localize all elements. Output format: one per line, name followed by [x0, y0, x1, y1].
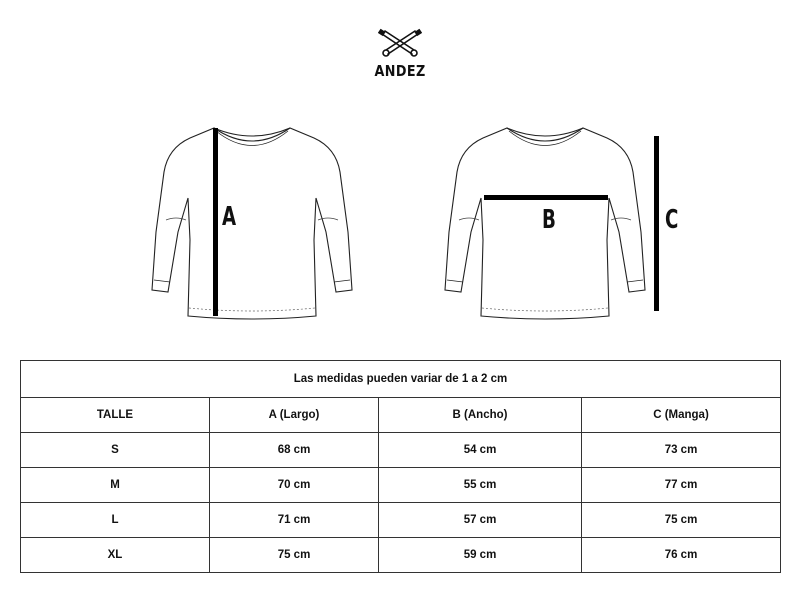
brand-logo: [370, 28, 430, 84]
brand-name: ANDEZ: [374, 62, 426, 80]
header-largo: A (Largo): [210, 398, 379, 433]
measure-bar-c: [654, 136, 659, 311]
cell-size: L: [21, 503, 210, 538]
table-row: [21, 503, 781, 538]
measurement-diagram: [0, 110, 800, 330]
cell-manga: 73 cm: [582, 433, 781, 468]
table-row: [21, 433, 781, 468]
shirt-drawings: [0, 110, 800, 330]
measure-label-b: B: [542, 205, 556, 235]
cell-largo: 75 cm: [210, 538, 379, 573]
header-ancho: B (Ancho): [379, 398, 582, 433]
measure-label-a: A: [222, 202, 237, 232]
measure-label-c: C: [665, 205, 679, 235]
cell-largo: 68 cm: [210, 433, 379, 468]
table-header-row: [21, 398, 781, 433]
measure-bar-a: [213, 128, 218, 316]
cell-manga: 75 cm: [582, 503, 781, 538]
cell-ancho: 55 cm: [379, 468, 582, 503]
cell-ancho: 57 cm: [379, 503, 582, 538]
cell-size: S: [21, 433, 210, 468]
table-caption: Las medidas pueden variar de 1 a 2 cm: [21, 361, 781, 398]
header-manga: C (Manga): [582, 398, 781, 433]
crossed-safety-pins-icon: [378, 28, 422, 60]
table-row: [21, 468, 781, 503]
cell-size: M: [21, 468, 210, 503]
header-talle: TALLE: [21, 398, 210, 433]
cell-size: XL: [21, 538, 210, 573]
table-row: [21, 538, 781, 573]
cell-manga: 77 cm: [582, 468, 781, 503]
cell-manga: 76 cm: [582, 538, 781, 573]
cell-ancho: 54 cm: [379, 433, 582, 468]
size-table: [20, 360, 781, 573]
cell-ancho: 59 cm: [379, 538, 582, 573]
measure-bar-b: [484, 195, 608, 200]
cell-largo: 71 cm: [210, 503, 379, 538]
cell-largo: 70 cm: [210, 468, 379, 503]
